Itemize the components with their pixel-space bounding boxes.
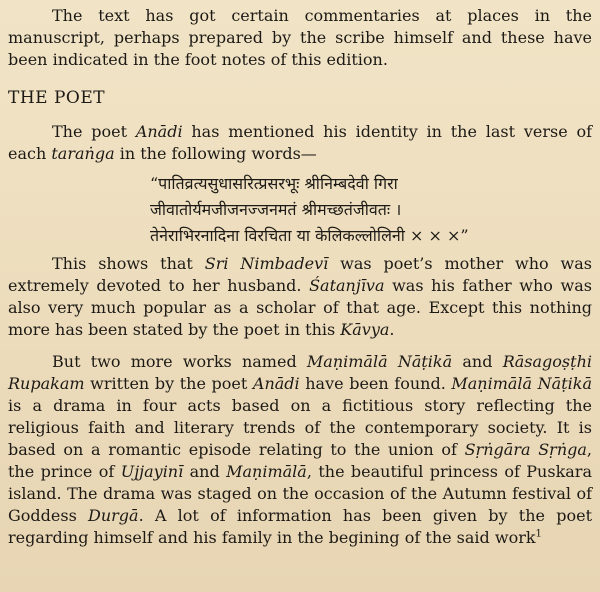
text-run: . A lot of information has been given by the poet regarding himself and his family in the begining of the said work bbox=[8, 506, 592, 547]
name-nimbadevi: Sri Nimbadevī bbox=[204, 254, 329, 273]
name-goddess: Durgā bbox=[88, 506, 139, 525]
sanskrit-verse bbox=[150, 171, 592, 249]
intro-paragraph bbox=[8, 5, 592, 71]
text-run: , the prince of bbox=[8, 440, 593, 481]
text-run: in the following words— bbox=[114, 144, 317, 163]
verse-line-3: तेनेराभिरनादिना विरचिता या केलिकल्लोलिनी × × ×” bbox=[150, 226, 469, 245]
text-run: was his father who was also very much popular as a scholar of that age. Except this nothing more has been stated by the poet in this bbox=[8, 276, 592, 339]
name-anadi: Anādi bbox=[252, 374, 300, 393]
footnote-marker: 1 bbox=[535, 528, 542, 540]
term-taranga: taraṅga bbox=[51, 144, 115, 163]
section-heading: THE POET bbox=[8, 88, 106, 108]
work-rasagosthi-rupakam: Rāsagoṣṭhi Rupakam bbox=[8, 352, 592, 393]
text-run: , the beautiful princess of Puskara island. The drama was staged on the occasion of the Autumn festival of Goddess bbox=[8, 462, 592, 525]
name-hero: Sṛṅgāra Sṛṅga bbox=[464, 440, 587, 459]
text-run: . bbox=[389, 320, 395, 339]
verse-line-2: जीवातोर्यमजीजनज्जनमतं श्रीमच्छतंजीवतः । bbox=[150, 200, 402, 219]
name-satanjiva: Śatanjīva bbox=[309, 276, 385, 295]
text-run: The poet bbox=[52, 122, 136, 141]
paragraph-poet-identity bbox=[8, 121, 592, 165]
term-kavya: Kāvya bbox=[340, 320, 390, 339]
text-run: and bbox=[183, 462, 227, 481]
text-run: This shows that bbox=[52, 254, 205, 273]
place-ujjayini: Ujjayinī bbox=[120, 462, 184, 481]
text-run: have been found. bbox=[299, 374, 452, 393]
work-manimala-natika: Maṇimālā Nāṭikā bbox=[451, 374, 593, 393]
text-run: was poet’s mother who was extremely devoted to her husband. bbox=[8, 254, 592, 295]
verse-line-1: “पातिव्रत्यसुधासरित्प्रसरभूः श्रीनिम्बदेवी गिरा bbox=[150, 174, 398, 193]
intro-text: The text has got certain commentaries at places in the manuscript, perhaps prepared by the scribe himself and these have been indicated in the foot notes of this edition. bbox=[8, 6, 592, 69]
text-run: But two more works named bbox=[52, 352, 307, 371]
text-run: and bbox=[452, 352, 503, 371]
text-run: written by the poet bbox=[84, 374, 253, 393]
work-manimala-natika: Maṇimālā Nāṭikā bbox=[306, 352, 453, 371]
name-heroine: Maṇimālā bbox=[226, 462, 307, 481]
text-run: is a drama in four acts based on a fictitious story reflecting the religious faith and literary trends of the contemporary society. It is based on a romantic episode relating to the union of bbox=[8, 396, 592, 459]
paragraph-parents bbox=[8, 253, 592, 341]
text-run: has mentioned his identity in the last verse of each bbox=[8, 122, 593, 163]
name-anadi: Anādi bbox=[135, 122, 183, 141]
paragraph-other-works bbox=[8, 351, 592, 549]
